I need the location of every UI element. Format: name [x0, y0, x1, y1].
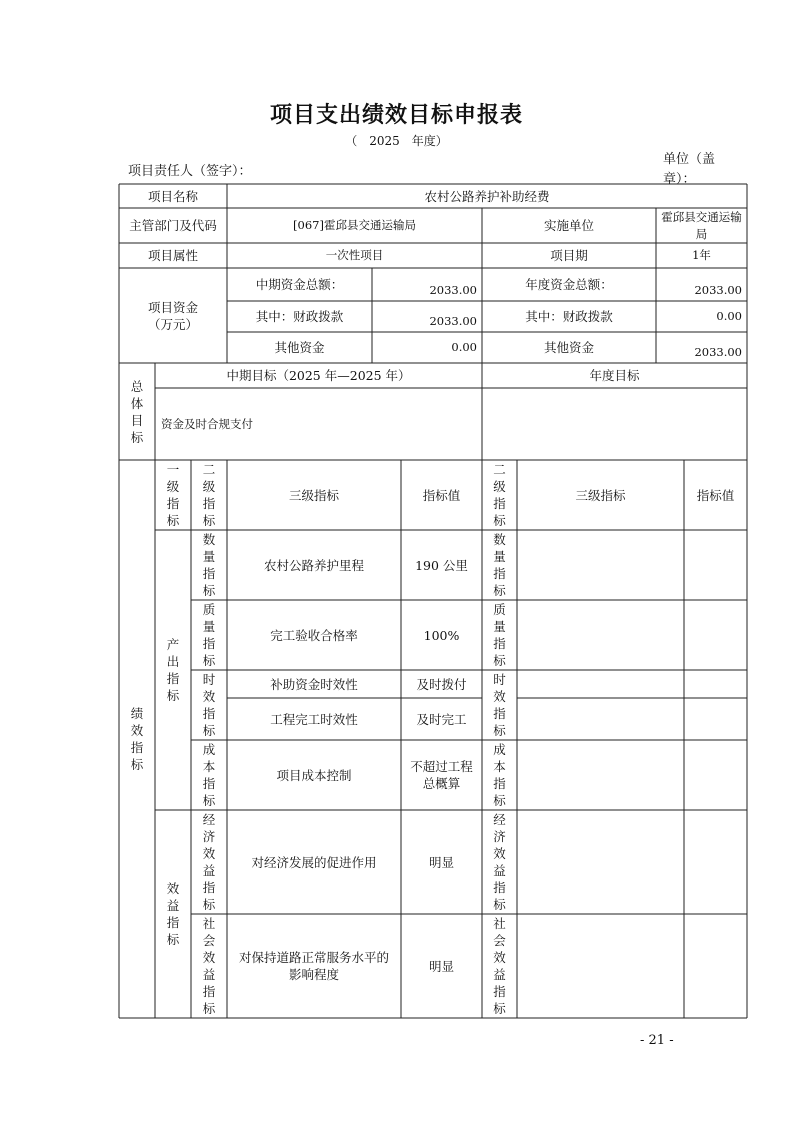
economic-label: 经济效益指标	[202, 812, 216, 912]
owner-signature-label: 项目责任人（签字）：	[128, 164, 252, 179]
quality-cell	[191, 600, 227, 670]
quantity-r-cell	[482, 530, 517, 600]
economic-item: 对经济发展的促进作用	[251, 854, 377, 870]
social-label-r: 社会效益指标	[493, 916, 506, 1016]
overall-goal-cell	[119, 363, 155, 460]
cost-cell	[191, 740, 227, 810]
h-level3: 三级指标	[288, 487, 339, 503]
economic-value: 明显	[428, 854, 454, 870]
attr-value: 一次性项目	[325, 248, 384, 262]
h-level3-r: 三级指标	[575, 487, 626, 503]
cost-label-r: 成本指标	[493, 742, 506, 808]
timeliness-label-r: 时效指标	[493, 672, 506, 738]
h-level2-r: 二级指标	[493, 462, 506, 528]
dept-value: [067]霍邱县交通运输局	[293, 218, 416, 232]
period-value: 1年	[692, 248, 711, 262]
cat-output-cell	[155, 530, 191, 810]
mid-total-label: 中期资金总额：	[255, 277, 344, 292]
quantity-item: 农村公路养护里程	[263, 557, 364, 573]
quantity-cell	[191, 530, 227, 600]
cost-r-cell	[482, 740, 517, 810]
overall-goal-label: 总体目标	[130, 378, 144, 445]
perf-label: 绩效指标	[130, 706, 144, 772]
h-level2-cell	[191, 460, 227, 530]
mid-other-value: 0.00	[451, 340, 477, 354]
funds-label: 项目资金（万元）	[147, 299, 198, 332]
cat-benefit: 效益指标	[166, 881, 180, 947]
dept-label: 主管部门及代码	[129, 218, 217, 233]
social-r-cell	[482, 914, 517, 1018]
year-other-value: 2033.00	[694, 345, 742, 359]
quantity-label-r: 数量指标	[493, 532, 506, 598]
social-cell	[191, 914, 227, 1018]
timeliness-r-cell	[482, 670, 517, 740]
quality-label-r: 质量指标	[493, 602, 506, 668]
quality-item: 完工验收合格率	[270, 627, 358, 643]
timeliness-item-2: 工程完工时效性	[270, 711, 358, 727]
impl-unit-label: 实施单位	[543, 218, 594, 233]
h-value-r: 指标值	[696, 487, 735, 503]
year-fiscal-value: 0.00	[716, 309, 742, 323]
page-title: 项目支出绩效目标申报表	[269, 102, 523, 128]
cost-value: 不超过工程总概算	[410, 759, 473, 791]
economic-r-cell	[482, 810, 517, 914]
social-label: 社会效益指标	[202, 916, 216, 1016]
year-other-label: 其他资金	[543, 340, 594, 355]
timeliness-cell	[191, 670, 227, 740]
economic-label-r: 经济效益指标	[493, 812, 506, 912]
perf-cell	[119, 460, 155, 1018]
h-level2-r-cell	[482, 460, 517, 530]
mid-fiscal-value: 2033.00	[429, 314, 477, 328]
economic-cell	[191, 810, 227, 914]
timeliness-label: 时效指标	[202, 672, 216, 738]
year-goal-text	[482, 388, 747, 460]
social-value: 明显	[428, 958, 454, 974]
h-level2: 二级指标	[202, 462, 216, 528]
mid-goal-header: 中期目标（2025 年—2025 年）	[226, 368, 411, 383]
project-name-label: 项目名称	[147, 188, 198, 204]
mid-total-value: 2033.00	[429, 283, 477, 297]
timeliness-value-1: 及时拨付	[416, 676, 467, 692]
h-level1-cell	[155, 460, 191, 530]
quality-label: 质量指标	[202, 602, 216, 668]
year-total-label: 年度资金总额：	[525, 277, 613, 292]
mid-other-label: 其他资金	[274, 340, 325, 355]
attr-label: 项目属性	[147, 248, 198, 263]
year-total-value: 2033.00	[694, 283, 742, 297]
timeliness-item-1: 补助资金时效性	[270, 676, 358, 692]
cat-output: 产出指标	[166, 637, 180, 703]
h-value: 指标值	[422, 487, 461, 503]
cost-label: 成本指标	[202, 742, 216, 808]
quantity-value: 190 公里	[415, 557, 468, 573]
year-fiscal-label: 其中：财政拨款	[525, 309, 613, 324]
mid-fiscal-label: 其中：财政拨款	[255, 309, 344, 324]
year-subtitle: （ 2025 年度）	[345, 134, 448, 148]
quantity-label: 数量指标	[202, 532, 216, 598]
quality-value: 100%	[423, 627, 460, 643]
project-name-value: 农村公路养护补助经费	[424, 188, 550, 204]
year-goal-header: 年度目标	[589, 368, 640, 383]
period-label: 项目期	[550, 248, 588, 263]
impl-unit-value: 霍邱县交通运输局	[661, 209, 742, 241]
cost-item: 项目成本控制	[276, 767, 352, 783]
cat-benefit-cell	[155, 810, 191, 1018]
unit-seal-label: 单位（盖章）：	[663, 152, 716, 187]
page-number: - 21 -	[640, 1033, 674, 1048]
quality-r-cell	[482, 600, 517, 670]
social-item: 对保持道路正常服务水平的影响程度	[238, 950, 389, 982]
h-level1: 一级指标	[166, 462, 180, 528]
timeliness-value-2: 及时完工	[416, 711, 467, 727]
mid-goal-text: 资金及时合规支付	[161, 416, 253, 431]
